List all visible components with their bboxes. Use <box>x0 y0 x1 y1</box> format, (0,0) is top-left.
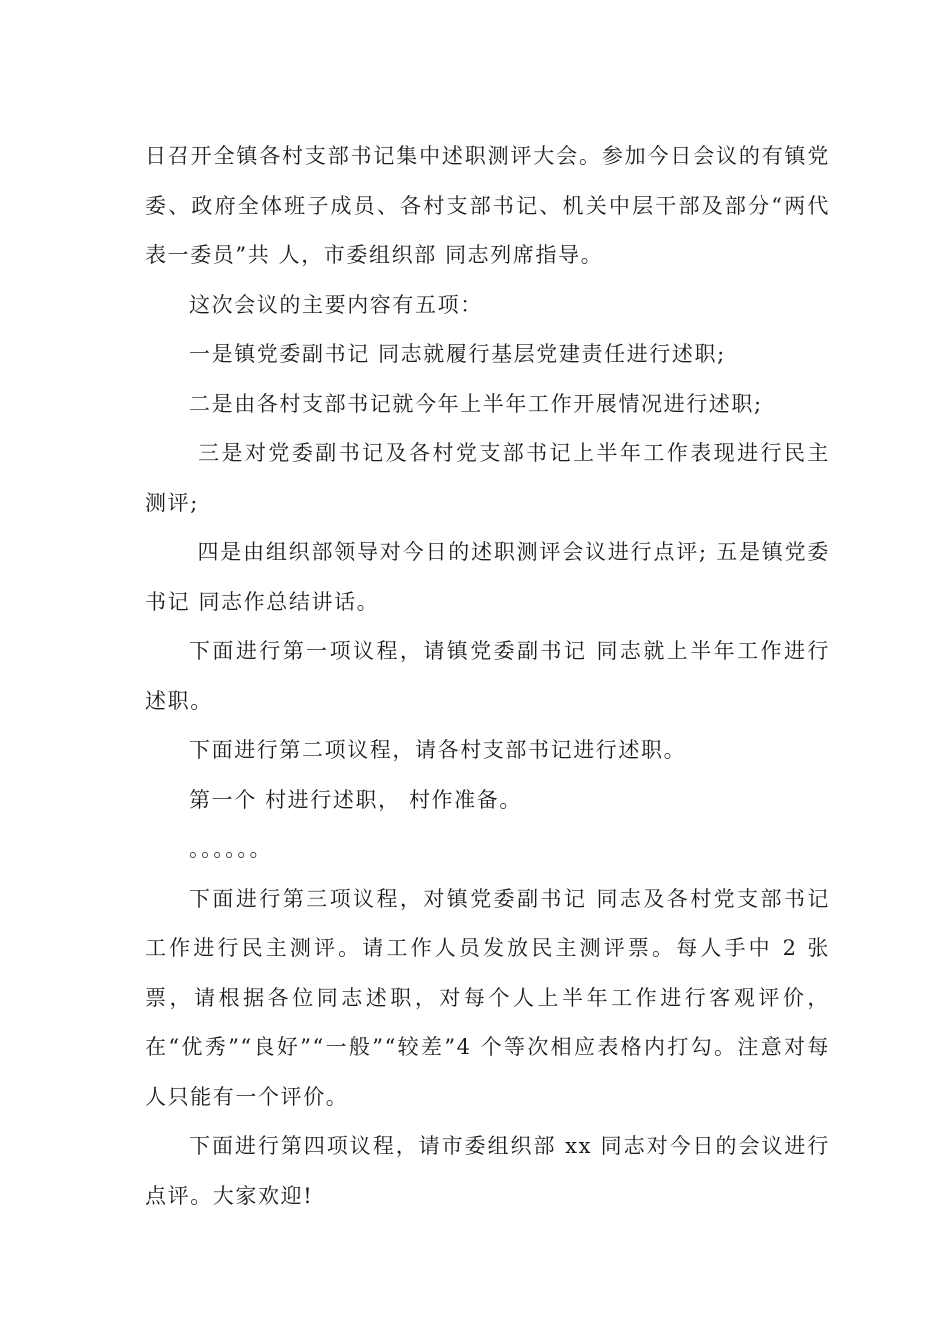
paragraph-meeting-intro: 日召开全镇各村支部书记集中述职测评大会。参加今日会议的有镇党委、政府全体班子成员、各村支部书记、机关中层干部及部分“两代表一委员”共 人，市委组织部 同志列席指导。 <box>145 144 830 267</box>
paragraph-second-agenda: 下面进行第二项议程，请各村支部书记进行述职。 <box>189 738 687 762</box>
paragraph-agenda-item-3: 三是对党委副书记及各村党支部书记上半年工作表现进行民主测评; <box>145 441 830 515</box>
document-body <box>145 132 830 1221</box>
paragraph-fourth-agenda: 下面进行第四项议程，请市委组织部 xx 同志对今日的会议进行点评。大家欢迎! <box>145 1134 830 1208</box>
paragraph-first-village: 第一个 村进行述职， 村作准备。 <box>189 787 522 812</box>
paragraph-agenda-overview: 这次会议的主要内容有五项： <box>189 292 483 317</box>
paragraph-agenda-item-1: 一是镇党委副书记 同志就履行基层党建责任进行述职; <box>189 342 726 366</box>
paragraph-agenda-item-2: 二是由各村支部书记就今年上半年工作开展情况进行述职; <box>189 391 763 416</box>
paragraph-third-agenda: 下面进行第三项议程，对镇党委副书记 同志及各村党支部书记工作进行民主测评。请工作人员发放民主测评票。每人手中 2 张票，请根据各位同志述职，对每个人上半年工作进行客观评价，在“优秀”“良好”“一般”“较差”4 个等次相应表格内打勾。注意对每人只能有一个评价。 <box>145 886 830 1109</box>
paragraph-agenda-item-4-5: 四是由组织部领导对今日的述职测评会议进行点评; 五是镇党委书记 同志作总结讲话。 <box>145 540 830 614</box>
paragraph-first-agenda: 下面进行第一项议程，请镇党委副书记 同志就上半年工作进行述职。 <box>145 639 830 713</box>
paragraph-ellipsis: 。。。。。。 <box>189 837 273 861</box>
